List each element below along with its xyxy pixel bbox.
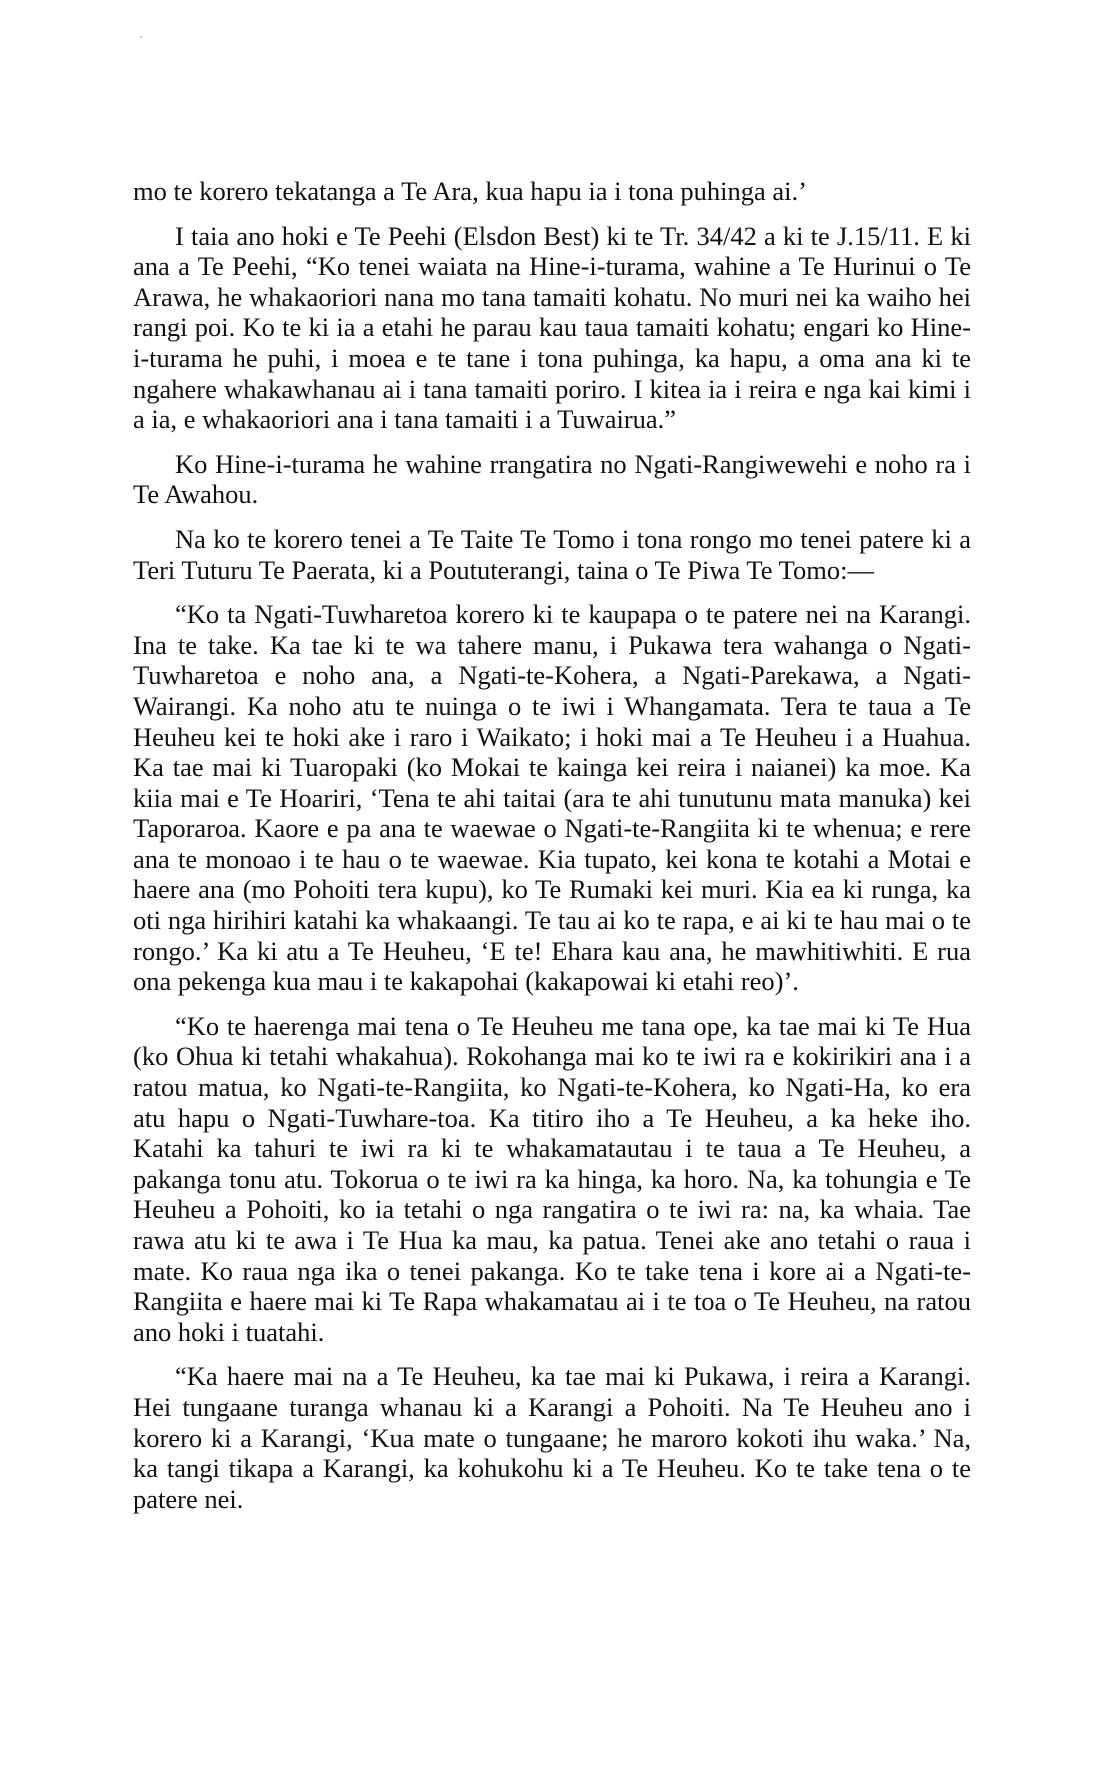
body-text: [133, 176, 971, 1514]
scan-speck: [140, 36, 142, 38]
paragraph-4: Na ko te korero tenei a Te Taite Te Tomo i tona rongo mo tenei patere ki a Teri Tuturu Te Paerata, ki a Poututerangi, taina o Te Piwa Te Tomo:—: [133, 523, 971, 585]
paragraph-7: “Ka haere mai na a Te Heuheu, ka tae mai ki Pukawa, i reira a Karangi. Hei tungaane turanga whanau ki a Karangi a Pohoiti. Na Te Heuheu ano i korero ki a Karangi, ‘Kua mate o tungaane; he maroro kokoti ihu waka.’ Na, ka tangi tikapa a Karangi, ka kohukohu ki a Te Heuheu. Ko te take tena o te patere nei.: [133, 1361, 971, 1514]
paragraph-6: “Ko te haerenga mai tena o Te Heuheu me tana ope, ka tae mai ki Te Hua (ko Ohua ki tetahi whakahua). Rokohanga mai ko te iwi ra e kokirikiri ana i a ratou matua, ko Ngati-te-Rangiita, ko Ngati-te-Kohera, ko Ngati-Ha, ko era atu hapu o Ngati-Tuwhare-toa. Ka titiro iho a Te Heuheu, a ka heke iho. Katahi ka tahuri te iwi ra ki te whakamatautau i te taua a Te Heuheu, a pakanga tonu atu. Tokorua o te iwi ra ka hinga, ka horo. Na, ka tohungia e Te Heuheu a Pohoiti, ko ia tetahi o nga rangatira o te iwi ra: na, ka whaia. Tae rawa atu ki te awa i Te Hua ka mau, ka patua. Tenei ake ano tetahi o raua i mate. Ko raua nga ika o tenei pakanga. Ko te take tena i kore ai a Ngati-te-Rangiita e haere mai ki Te Rapa whakamatau ai i te toa o Te Heuheu, na ratou ano hoki i tuatahi.: [133, 1010, 971, 1347]
paragraph-1: mo te korero tekatanga a Te Ara, kua hapu ia i tona puhinga ai.’: [133, 176, 807, 206]
paragraph-5: “Ko ta Ngati-Tuwharetoa korero ki te kaupapa o te patere nei na Karangi. Ina te take. Ka tae ki te wa tahere manu, i Pukawa tera wahanga o Ngati-Tuwharetoa e noho ana, a Ngati-te-Kohera, a Ngati-Parekawa, a Ngati-Wairangi. Ka noho atu te nuinga o te iwi i Whangamata. Tera te taua a Te Heuheu kei te hoki ake i raro i Waikato; i hoki mai a Te Heuheu i a Huahua. Ka tae mai ki Tuaropaki (ko Mokai te kainga kei reira i naianei) ka moe. Ka kiia mai e Te Hoariri, ‘Tena te ahi taitai (ara te ahi tunutunu mata manuka) kei Taporaroa. Kaore e pa ana te waewae o Ngati-te-Rangiita ki te whenua; e rere ana te monoao i te hau o te waewae. Kia tupato, kei kona te kotahi a Motai e haere ana (mo Pohoiti tera kupu), ko Te Rumaki kei muri. Kia ea ki runga, ka oti nga hirihiri katahi ka whakaangi. Te tau ai ko te rapa, e ai ki te hau mai o te rongo.’ Ka ki atu a Te Heuheu, ‘E te! Ehara kau ana, he mawhitiwhiti. E rua ona pekenga kua mau i te kakapohai (kakapowai ki etahi reo)’.: [133, 599, 971, 997]
paragraph-3: Ko Hine-i-turama he wahine rrangatira no Ngati-Rangiwewehi e noho ra i Te Awahou.: [133, 448, 971, 510]
paragraph-2: I taia ano hoki e Te Peehi (Elsdon Best) ki te Tr. 34/42 a ki te J.15/11. E ki ana a Te Peehi, “Ko tenei waiata na Hine-i-turama, wahine a Te Hurinui o Te Arawa, he whakaoriori nana mo tana tamaiti kohatu. No muri nei ka waiho hei rangi poi. Ko te ki ia a etahi he parau kau taua tamaiti kohatu; engari ko Hine-i-turama he puhi, i moea e te tane i tona puhinga, ka hapu, a oma ana ki te ngahere whakawhanau ai i tana tamaiti poriro. I kitea ia i reira e nga kai kimi i a ia, e whakaoriori ana i tana tamaiti i a Tuwairua.”: [133, 220, 971, 435]
